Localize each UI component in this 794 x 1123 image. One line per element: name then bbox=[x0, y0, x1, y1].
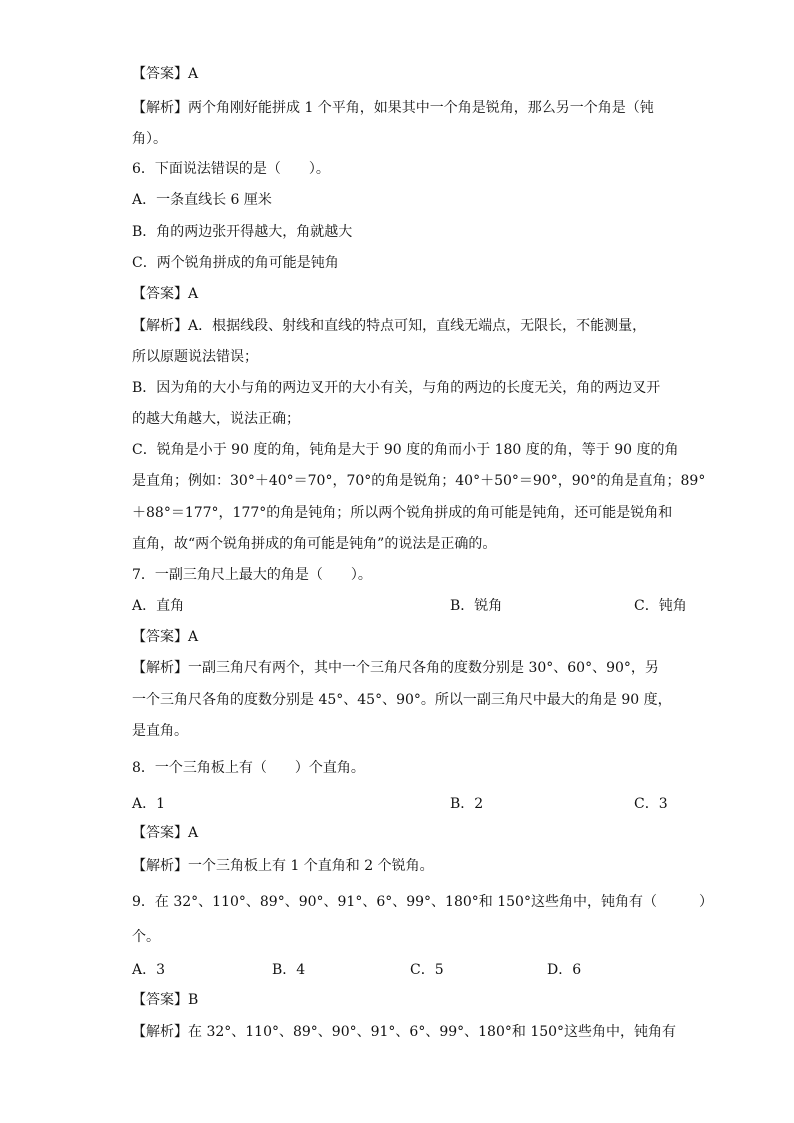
explanation-text: C．锐角是小于 90 度的角，钝角是大于 90 度的角而小于 180 度的角，等于 90 度的角 bbox=[132, 442, 679, 458]
answer-label: 【答案】A bbox=[132, 66, 199, 82]
option-b: B．角的两边张开得越大，角就越大 bbox=[132, 224, 353, 240]
option-b: B．2 bbox=[450, 796, 484, 812]
explanation-text: 直角，故“两个锐角拼成的角可能是钝角”的说法是正确的。 bbox=[132, 536, 497, 552]
question-6: 6．下面说法错误的是（ ）。 bbox=[132, 161, 330, 177]
option-a: A．一条直线长 6 厘米 bbox=[132, 192, 272, 208]
explanation-text: 角）。 bbox=[132, 131, 167, 147]
option-b: B．4 bbox=[272, 962, 306, 978]
explanation-text: 【解析】A．根据线段、射线和直线的特点可知，直线无端点，无限长，不能测量， bbox=[132, 318, 647, 334]
answer-label: 【答案】A bbox=[132, 629, 199, 645]
option-c: C．两个锐角拼成的角可能是钝角 bbox=[132, 255, 339, 271]
question-9-cont: 个。 bbox=[132, 929, 160, 945]
answer-label: 【答案】B bbox=[132, 992, 199, 1008]
option-a: A．直角 bbox=[132, 598, 185, 614]
option-c: C．5 bbox=[410, 962, 444, 978]
explanation-text: 一个三角尺各角的度数分别是 45°、45°、90°。所以一副三角尺中最大的角是 90 度， bbox=[132, 692, 672, 708]
explanation-text: 【解析】在 32°、110°、89°、90°、91°、6°、99°、180°和 150°这些角中，钝角有 bbox=[132, 1024, 677, 1040]
explanation-text: 【解析】两个角刚好能拼成 1 个平角，如果其中一个角是锐角，那么另一个角是（钝 bbox=[132, 100, 654, 116]
options-row-q9 bbox=[132, 961, 668, 979]
explanation-text: ＋88°＝177°，177°的角是钝角；所以两个锐角拼成的角可能是钝角，还可能是锐角和 bbox=[132, 505, 673, 521]
option-c: C．钝角 bbox=[634, 598, 687, 614]
options-row-q8 bbox=[132, 795, 668, 813]
answer-label: 【答案】A bbox=[132, 825, 199, 841]
option-a: A．1 bbox=[132, 796, 166, 812]
explanation-text: B．因为角的大小与角的两边叉开的大小有关，与角的两边的长度无关，角的两边叉开 bbox=[132, 380, 661, 396]
option-a: A．3 bbox=[132, 962, 166, 978]
option-c: C．3 bbox=[634, 796, 668, 812]
options-row-q7 bbox=[132, 597, 687, 615]
explanation-text: 的越大角越大，说法正确； bbox=[132, 411, 300, 427]
question-8: 8．一个三角板上有（ ）个直角。 bbox=[132, 760, 365, 776]
question-9: 9．在 32°、110°、89°、90°、91°、6°、99°、180°和 150°这些角中，钝角有（ ） bbox=[132, 894, 713, 910]
explanation-text: 是直角；例如：30°＋40°＝70°，70°的角是锐角；40°＋50°＝90°，90°的角是直角；89° bbox=[132, 473, 706, 489]
explanation-text: 所以原题说法错误； bbox=[132, 349, 258, 365]
answer-label: 【答案】A bbox=[132, 286, 199, 302]
explanation-text: 【解析】一个三角板上有 1 个直角和 2 个锐角。 bbox=[132, 858, 434, 874]
question-7: 7．一副三角尺上最大的角是（ ）。 bbox=[132, 567, 372, 583]
option-d: D．6 bbox=[547, 962, 582, 978]
explanation-text: 是直角。 bbox=[132, 723, 188, 739]
option-b: B．锐角 bbox=[450, 598, 503, 614]
explanation-text: 【解析】一副三角尺有两个，其中一个三角尺各角的度数分别是 30°、60°、90°，另 bbox=[132, 660, 659, 676]
